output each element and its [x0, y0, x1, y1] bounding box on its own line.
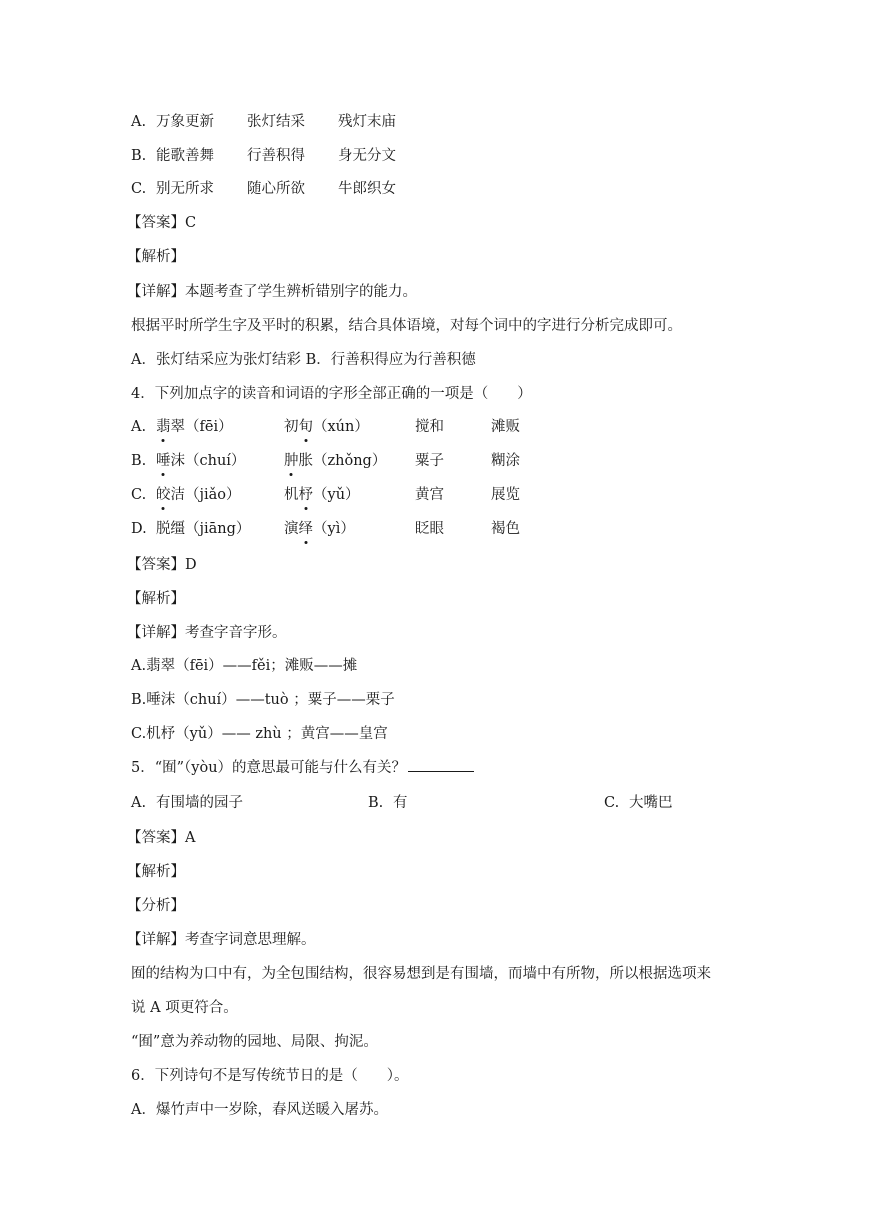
option-word: 黄宫: [415, 487, 444, 503]
option-word: 糊涂: [491, 453, 520, 469]
q4-explanation-b: B.唾沫（chuí）——tuò ；粟子——栗子: [131, 692, 395, 708]
q5-explanation-1: 囿的结构为口中有，为全包围结构，很容易想到是有围墙，而墙中有所物，所以根据选项来: [131, 966, 711, 982]
answer-blank: [408, 757, 474, 772]
q4-detail: 【详解】考查字音字形。: [127, 625, 287, 641]
q6-question: 6．下列诗句不是写传统节日的是（ ）。: [131, 1068, 409, 1084]
q3-answer: 【答案】C: [127, 215, 197, 231]
option-word: 眨眼: [415, 521, 444, 537]
option-word-pinyin: 唾沫（chuí）: [156, 450, 245, 472]
q4-explanation-c: C.机杼（yǔ）—— zhù ；黄宫——皇宫: [131, 726, 388, 742]
option-label: C.: [131, 487, 147, 503]
q5-explanation-3: “囿”意为养动物的园地、局限、拘泥。: [131, 1034, 378, 1050]
option-word: 牛郎织女: [338, 181, 396, 197]
q3-explanation: 根据平时所学生字及平时的积累，结合具体语境，对每个词中的字进行分析完成即可。: [131, 318, 682, 334]
option-label: C.: [131, 181, 147, 197]
q5-question-text: 5．“囿”（yòu）的意思最可能与什么有关？: [131, 760, 407, 776]
dotted-char: 旬: [299, 416, 314, 438]
option-word-pinyin: 演绎（yì）: [284, 518, 355, 540]
option-word: 随心所欲: [247, 181, 305, 197]
option-word: 张灯结采: [247, 114, 305, 130]
option-word: 行善积得: [247, 148, 305, 164]
dotted-char: 翡: [156, 416, 171, 438]
option-text: 大嘴巴: [629, 795, 673, 811]
q4-explanation-a: A.翡翠（fēi）——fěi；滩贩——摊: [131, 658, 358, 674]
dotted-char: 绎: [299, 518, 314, 540]
q4-analysis-heading: 【解析】: [127, 591, 185, 607]
option-word-pinyin: 机杼（yǔ）: [284, 484, 360, 506]
option-label: A.: [131, 795, 147, 811]
option-word: 滩贩: [491, 419, 520, 435]
option-text: 有: [393, 795, 408, 811]
q5-explanation-2: 说 A 项更符合。: [131, 1000, 238, 1016]
option-word: 别无所求: [156, 181, 214, 197]
option-label: A.: [131, 419, 147, 435]
q5-analysis-heading: 【解析】: [127, 864, 185, 880]
option-word: 身无分文: [338, 148, 396, 164]
q5-fenxi-heading: 【分析】: [127, 898, 185, 914]
dotted-char: 肿: [284, 450, 299, 472]
q3-detail: 【详解】本题考查了学生辨析错别字的能力。: [127, 284, 417, 300]
dotted-char: 唾: [156, 450, 171, 472]
option-word: 残灯末庙: [338, 114, 396, 130]
option-label: D.: [131, 521, 147, 537]
option-word-pinyin: 脱缰（jiāng）: [156, 521, 251, 537]
option-label: B.: [131, 453, 147, 469]
q3-analysis-heading: 【解析】: [127, 249, 185, 265]
option-label: C.: [604, 795, 620, 811]
option-word-pinyin: 皎洁（jiǎo）: [156, 484, 241, 506]
option-word: 万象更新: [156, 114, 214, 130]
option-label: A.: [131, 114, 147, 130]
q4-answer: 【答案】D: [127, 557, 197, 573]
option-word: 褐色: [491, 521, 520, 537]
q5-answer: 【答案】A: [127, 830, 196, 846]
option-word-pinyin: 初旬（xún）: [284, 416, 369, 438]
option-word: 粟子: [415, 453, 444, 469]
option-text: 有围墙的园子: [156, 795, 243, 811]
option-label: B.: [131, 148, 147, 164]
option-word-pinyin: 翡翠（fēi）: [156, 416, 233, 438]
option-word: 展览: [491, 487, 520, 503]
dotted-char: 皎: [156, 484, 171, 506]
q4-question: 4．下列加点字的读音和词语的字形全部正确的一项是（ ）: [131, 386, 532, 402]
q6-option-a: A．爆竹声中一岁除，春风送暖入屠苏。: [131, 1102, 388, 1118]
q3-correction: A．张灯结采应为张灯结彩 B．行善积得应为行善积德: [131, 352, 476, 368]
option-word-pinyin: 肿胀（zhǒng）: [284, 450, 386, 472]
option-word: 能歌善舞: [156, 148, 214, 164]
option-word: 搅和: [415, 419, 444, 435]
q5-question: [131, 757, 474, 779]
q5-detail: 【详解】考查字词意思理解。: [127, 932, 316, 948]
option-label: B.: [368, 795, 384, 811]
dotted-char: 杼: [299, 484, 314, 506]
